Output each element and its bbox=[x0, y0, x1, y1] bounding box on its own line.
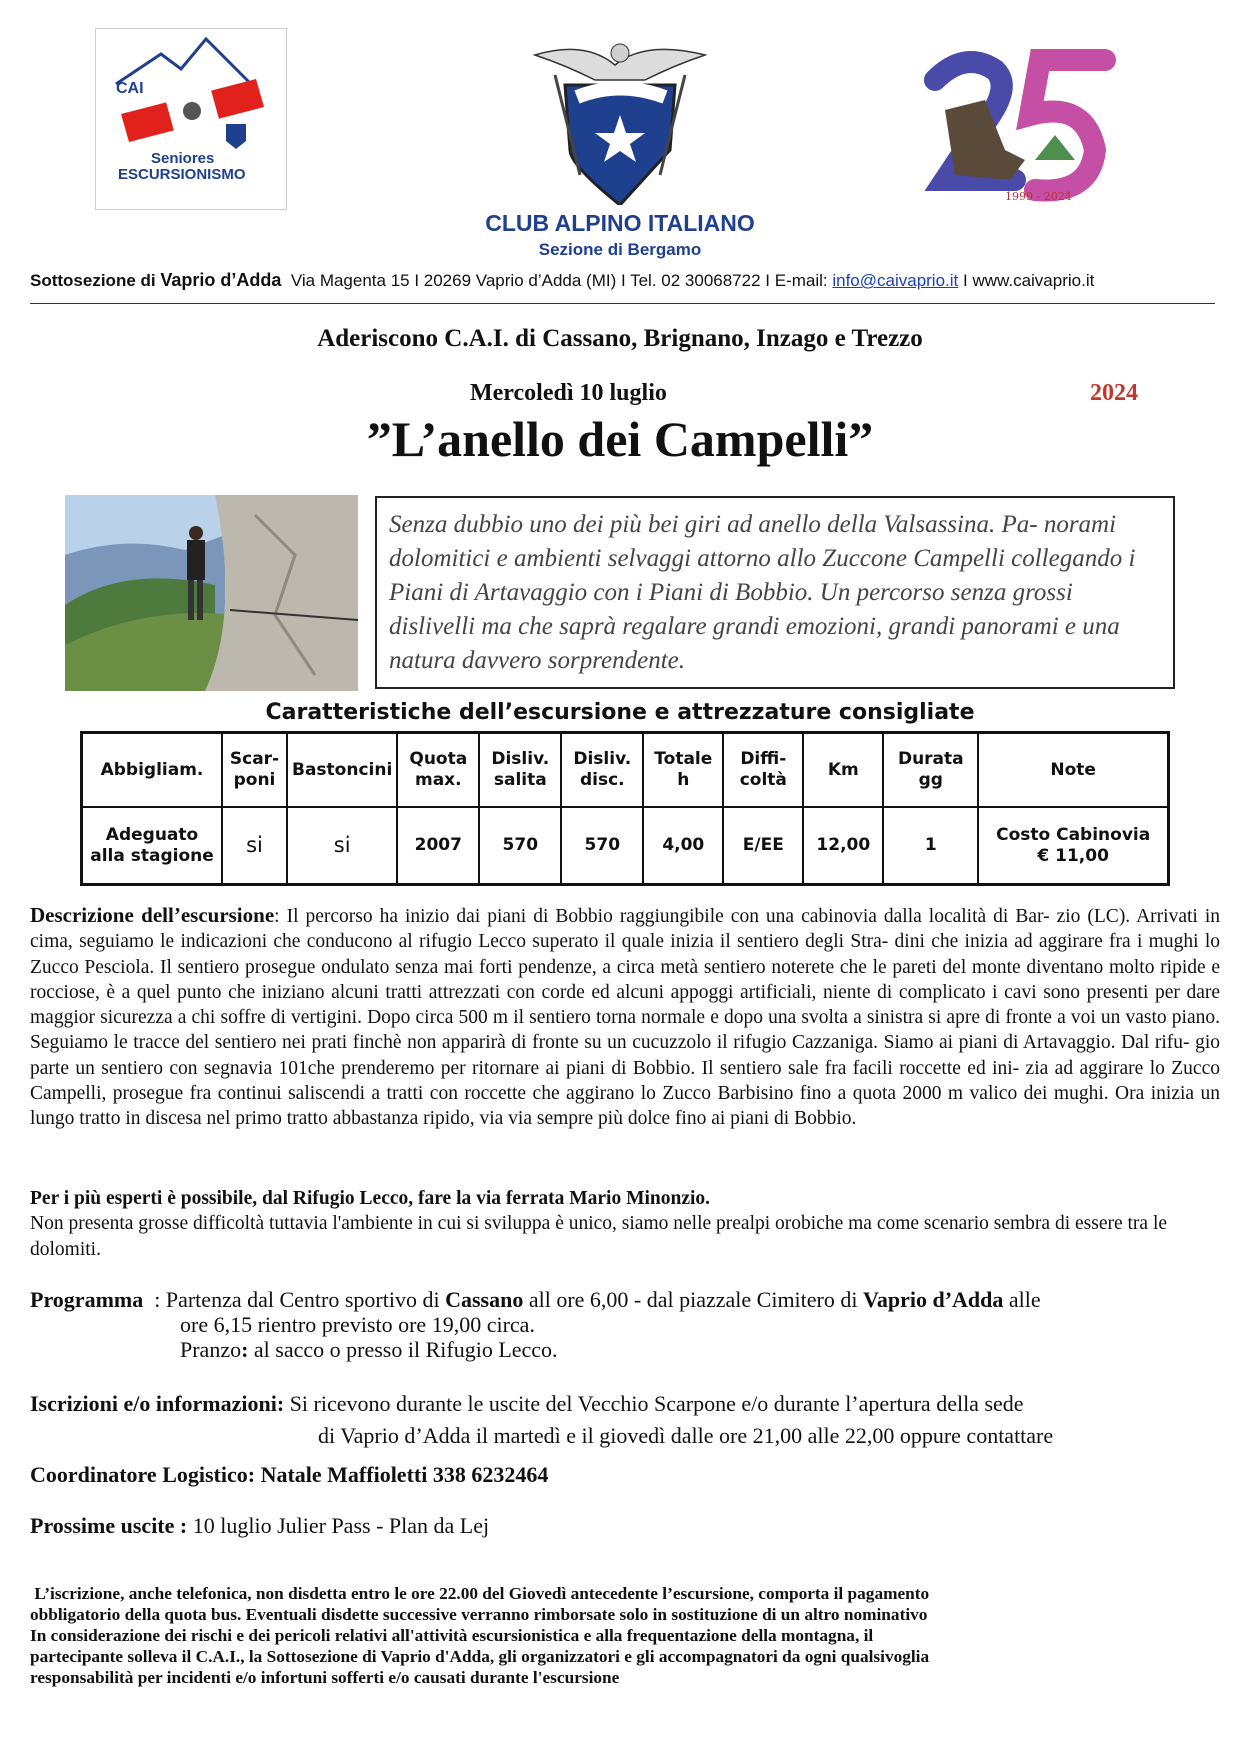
cell-dislivello-salita: 570 bbox=[479, 807, 561, 885]
registration-label: Iscrizioni e/o informazioni: bbox=[30, 1391, 285, 1416]
intro-box bbox=[375, 496, 1175, 689]
event-date: Mercoledì 10 luglio bbox=[470, 380, 667, 406]
program-sep: : bbox=[143, 1287, 166, 1312]
cell-abbigliamento: Adeguato alla stagione bbox=[82, 807, 223, 885]
col-scarponi: Scar- poni bbox=[222, 733, 287, 808]
club-section: Sezione di Bergamo bbox=[538, 240, 702, 259]
col-dislivello-salita: Disliv. salita bbox=[479, 733, 561, 808]
club-name: CLUB ALPINO ITALIANO bbox=[485, 210, 755, 236]
logo-left-cai-text: CAI bbox=[116, 80, 144, 97]
logo-right-years-text: 1999 - 2024 bbox=[1005, 190, 1072, 203]
header-divider bbox=[30, 303, 1215, 304]
col-totale-h: Totale h bbox=[643, 733, 723, 808]
cell-quota-max: 2007 bbox=[397, 807, 479, 885]
disclaimer-line: obbligatorio della quota bus. Eventuali disdette successive verranno rimborsate solo in sostituzione di un altro nominativo bbox=[30, 1605, 928, 1624]
registration-line-1: Si ricevono durante le uscite del Vecchio Scarpone e/o durante l’apertura della sede bbox=[284, 1391, 1024, 1416]
program-text-3: alle bbox=[1003, 1287, 1041, 1312]
email-link[interactable]: info@caivaprio.it bbox=[832, 271, 959, 290]
col-km: Km bbox=[803, 733, 883, 808]
col-difficolta: Diffi- coltà bbox=[723, 733, 803, 808]
intro-text: Senza dubbio uno dei più bei giri ad anello della Valsassina. Pa- norami dolomitici e ambienti selvaggi attorno allo Zuccone Campelli collegando i Piani di Artavaggio con i Piani di Bobbio. Un percorso senza grossi dislivelli ma che saprà regalare grandi emozioni, grandi panorami e una natura davvero sorprendente. bbox=[389, 511, 1136, 674]
sub-section-prefix: Sottosezione di bbox=[30, 271, 161, 290]
cell-km: 12,00 bbox=[803, 807, 883, 885]
col-dislivello-discesa: Disliv. disc. bbox=[561, 733, 643, 808]
col-abbigliamento: Abbigliam. bbox=[82, 733, 223, 808]
description-label: Descrizione dell’escursione bbox=[30, 903, 275, 927]
description-text: : Il percorso ha inizio dai piani di Bobbio raggiungibile con una cabinovia dalla località di Bar- zio (LC). Arrivati in cima, seguiamo le indicazioni che conducono al rifugio Lecco superato il quale inizia il sentiero degli Stra- dini che inizia ad aggirare fra i mughi lo Zucco Pesciola. Il sentiero prosegue ondulato senza mai forti pendenze, a circa metà sentiero noterete che le pareti del monte diventano molto ripide e rocciose, è a quel punto che iniziano alcuni tratti attrezzati con corde ed alcuni appoggi artificiali, niente di complicato i cavi sono presenti per dare maggior sicurezza a chi soffre di vertigini. Dopo circa 500 m il sentiero torna normale e dopo una svolta a sinistra si apre di fronte a voi un vasto piano. Seguiamo le tracce del sentiero nei prati finchè non apparirà di fronte su un cucuzzolo il rifugio Cazzaniga. Siamo ai piani di Artavaggio. Dal rifu- gio parte un sentiero con segnavia 101che prenderemo per ritornare ai piani di Bobbio. Il sentiero sale fra facili roccette ed ini- zia ad aggirare lo Zucco Campelli, prosegue fra continui saliscendi a tratti con roccette che aggirano lo Zucco Barbisino fino a quota 2000 m valico dei mughi. Ora inizia un lungo tratto in discesa nel primo tratto abbastanza ripido, via via sempre più dolce fino ai piani di Bobbio. bbox=[30, 906, 1220, 1130]
hiker-photo bbox=[65, 495, 358, 691]
col-durata: Durata gg bbox=[883, 733, 978, 808]
logo-left-seniores-text: Seniores bbox=[151, 150, 215, 167]
next-outings bbox=[30, 1513, 489, 1539]
col-note: Note bbox=[978, 733, 1168, 808]
program-place-cassano: Cassano bbox=[445, 1287, 524, 1312]
col-bastoncini: Bastoncini bbox=[287, 733, 397, 808]
registration-line-2: di Vaprio d’Adda il martedì e il giovedì dalle ore 21,00 alle 22,00 oppure contattare bbox=[318, 1423, 1054, 1448]
address-text: Via Magenta 15 I 20269 Vaprio d’Adda (MI) I Tel. 02 30068722 I E-mail: bbox=[290, 271, 833, 290]
event-year: 2024 bbox=[1090, 380, 1138, 406]
lunch-sep: : bbox=[241, 1337, 249, 1362]
cell-dislivello-discesa: 570 bbox=[561, 807, 643, 885]
expert-note: Per i più esperti è possibile, dal Rifugio Lecco, fare la via ferrata Mario Minonzio. bbox=[30, 1188, 711, 1209]
characteristics-table bbox=[80, 731, 1170, 886]
program-place-vaprio: Vaprio d’Adda bbox=[863, 1287, 1004, 1312]
cell-difficolta: E/EE bbox=[723, 807, 803, 885]
col-quota-max: Quota max. bbox=[397, 733, 479, 808]
cell-durata: 1 bbox=[883, 807, 978, 885]
program-lunch bbox=[30, 1337, 1225, 1362]
disclaimer-line: responsabilità per incidenti e/o infortuni sofferti e/o causati durante l'escursione bbox=[30, 1668, 620, 1687]
table-row bbox=[82, 807, 1169, 885]
vecchio-scarpone-25-logo bbox=[915, 40, 1120, 210]
club-alpino-italiano-emblem bbox=[525, 35, 715, 205]
table-header-row bbox=[82, 733, 1169, 808]
cai-seniores-logo bbox=[95, 28, 287, 210]
next-outings-text: 10 luglio Julier Pass - Plan da Lej bbox=[187, 1513, 490, 1538]
cell-note: Costo Cabinovia € 11,00 bbox=[978, 807, 1168, 885]
adherents-line: Aderiscono C.A.I. di Cassano, Brignano, Inzago e Trezzo bbox=[317, 325, 923, 352]
program-text-1: Partenza dal Centro sportivo di bbox=[165, 1287, 446, 1312]
lunch-label: Pranzo bbox=[180, 1337, 242, 1362]
website-text: I www.caivaprio.it bbox=[958, 271, 1095, 290]
address-line bbox=[30, 270, 1220, 291]
lunch-text: al sacco o presso il Rifugio Lecco. bbox=[248, 1337, 558, 1362]
program-line-2: ore 6,15 rientro previsto ore 19,00 circa. bbox=[180, 1312, 535, 1337]
program-text-2: all ore 6,00 - dal piazzale Cimitero di bbox=[523, 1287, 863, 1312]
program-label: Programma bbox=[30, 1287, 144, 1312]
expert-paragraph bbox=[30, 1186, 1220, 1262]
cell-bastoncini: si bbox=[287, 807, 397, 885]
event-title: ”L’anello dei Campelli” bbox=[366, 411, 874, 467]
next-outings-label: Prossime uscite : bbox=[30, 1513, 188, 1538]
cell-totale-h: 4,00 bbox=[643, 807, 723, 885]
disclaimer bbox=[30, 1583, 1210, 1688]
cell-scarponi: si bbox=[222, 807, 287, 885]
registration-block bbox=[30, 1388, 1225, 1452]
disclaimer-line: In considerazione dei rischi e dei pericoli relativi all'attività escursionistica e alla frequentazione della montagna, il bbox=[30, 1626, 874, 1645]
description-paragraph bbox=[30, 903, 1220, 1132]
expert-text: Non presenta grosse difficoltà tuttavia l'ambiente in cui si sviluppa è unico, siamo nelle prealpi orobiche ma come scenario sembra di essere tra le dolomiti. bbox=[30, 1213, 1168, 1260]
disclaimer-line: L’iscrizione, anche telefonica, non disdetta entro le ore 22.00 del Giovedì antecedente l’escursione, comporta il pagamento bbox=[30, 1584, 930, 1603]
program-block bbox=[30, 1287, 1225, 1362]
table-caption: Caratteristiche dell’escursione e attrezzature consigliate bbox=[265, 700, 975, 725]
coordinator-line: Coordinatore Logistico: Natale Maffioletti 338 6232464 bbox=[30, 1462, 549, 1487]
logo-left-escursionismo-text: ESCURSIONISMO bbox=[118, 166, 246, 183]
disclaimer-line: partecipante solleva il C.A.I., la Sottosezione di Vaprio d'Adda, gli organizzatori e gli accompagnatori da ogni qualsivoglia bbox=[30, 1647, 930, 1666]
sub-section-name: Vaprio d’Adda bbox=[160, 270, 282, 290]
